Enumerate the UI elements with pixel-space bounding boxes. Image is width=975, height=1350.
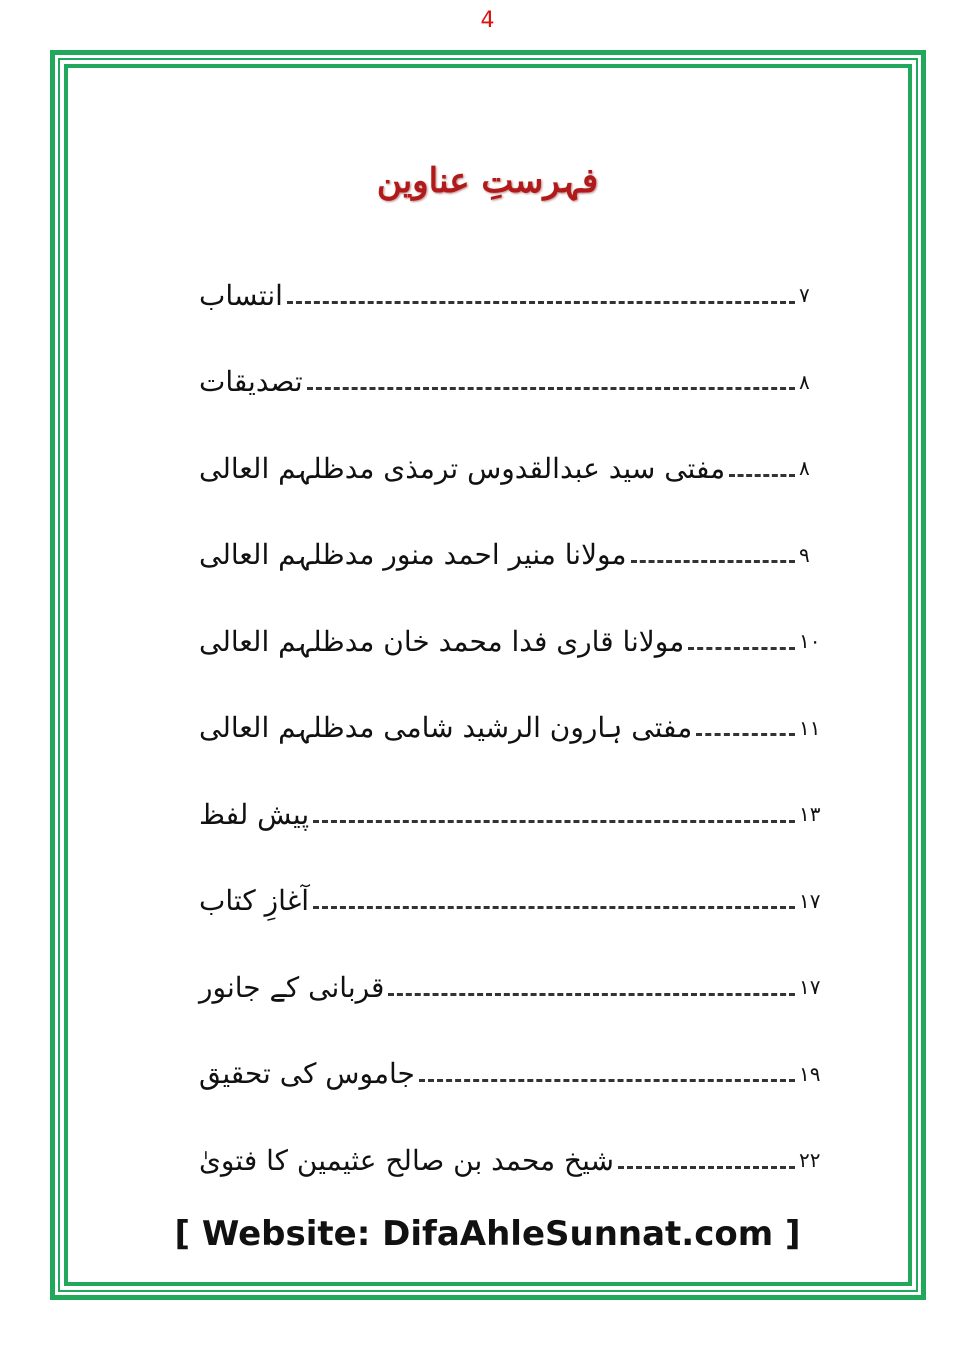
toc-entry-label: مولانا منیر احمد منور مدظلہم العالی [199,538,627,572]
table-of-contents [195,252,827,1177]
toc-dotted-leader [618,1166,795,1169]
toc-entry [195,598,827,685]
toc-dotted-leader [313,820,795,823]
toc-dotted-leader [419,1079,795,1082]
toc-entry [195,1031,827,1118]
toc-entry-page: ۸ [799,369,810,394]
toc-entry-page: ۱۹ [799,1061,821,1086]
toc-entry-page: ۷ [799,283,810,308]
toc-dotted-leader [313,906,795,909]
toc-entry-label: پیش لفظ [199,797,310,831]
toc-entry [195,339,827,426]
toc-entry-page: ۱۷ [799,888,821,913]
toc-entry-page: ۱۷ [799,975,821,1000]
toc-entry [195,512,827,599]
toc-dotted-leader [631,560,795,563]
toc-entry-label: مولانا قاری فدا محمد خان مدظلہم العالی [199,624,685,658]
toc-entry-label: آغازِ کتاب [199,884,310,918]
toc-entry [195,944,827,1031]
toc-entry-page: ۹ [799,542,810,567]
toc-entry [195,771,827,858]
page-number: 4 [480,8,495,33]
toc-entry-label: قربانی کے جانور [199,970,385,1004]
toc-entry [195,425,827,512]
toc-entry-label: جاموس کی تحقیق [199,1057,415,1091]
toc-entry-label: مفتی ہارون الرشید شامی مدظلہم العالی [199,711,693,745]
toc-entry [195,252,827,339]
toc-entry-page: ۱۱ [799,715,821,740]
toc-entry-label: انتساب [199,278,283,312]
toc-entry [195,1117,827,1204]
toc-dotted-leader [307,387,795,390]
toc-entry-label: شیخ محمد بن صالح عثیمین کا فتویٰ [199,1143,614,1177]
toc-entry-page: ۲۲ [799,1148,821,1173]
document-title: فہرستِ عناوین [376,161,599,201]
toc-entry [195,858,827,945]
toc-entry-label: تصدیقات [199,365,303,399]
website-footer: [ Website: DifaAhleSunnat.com ] [174,1214,801,1254]
toc-entry-page: ۱۳ [799,802,821,827]
toc-dotted-leader [729,474,795,477]
toc-dotted-leader [287,301,795,304]
toc-dotted-leader [696,733,795,736]
toc-dotted-leader [388,993,795,996]
toc-entry-page: ۱۰ [799,629,821,654]
toc-entry [195,685,827,772]
toc-entry-label: مفتی سید عبدالقدوس ترمذی مدظلہم العالی [199,451,726,485]
toc-entry-page: ۸ [799,456,810,481]
toc-dotted-leader [688,647,795,650]
